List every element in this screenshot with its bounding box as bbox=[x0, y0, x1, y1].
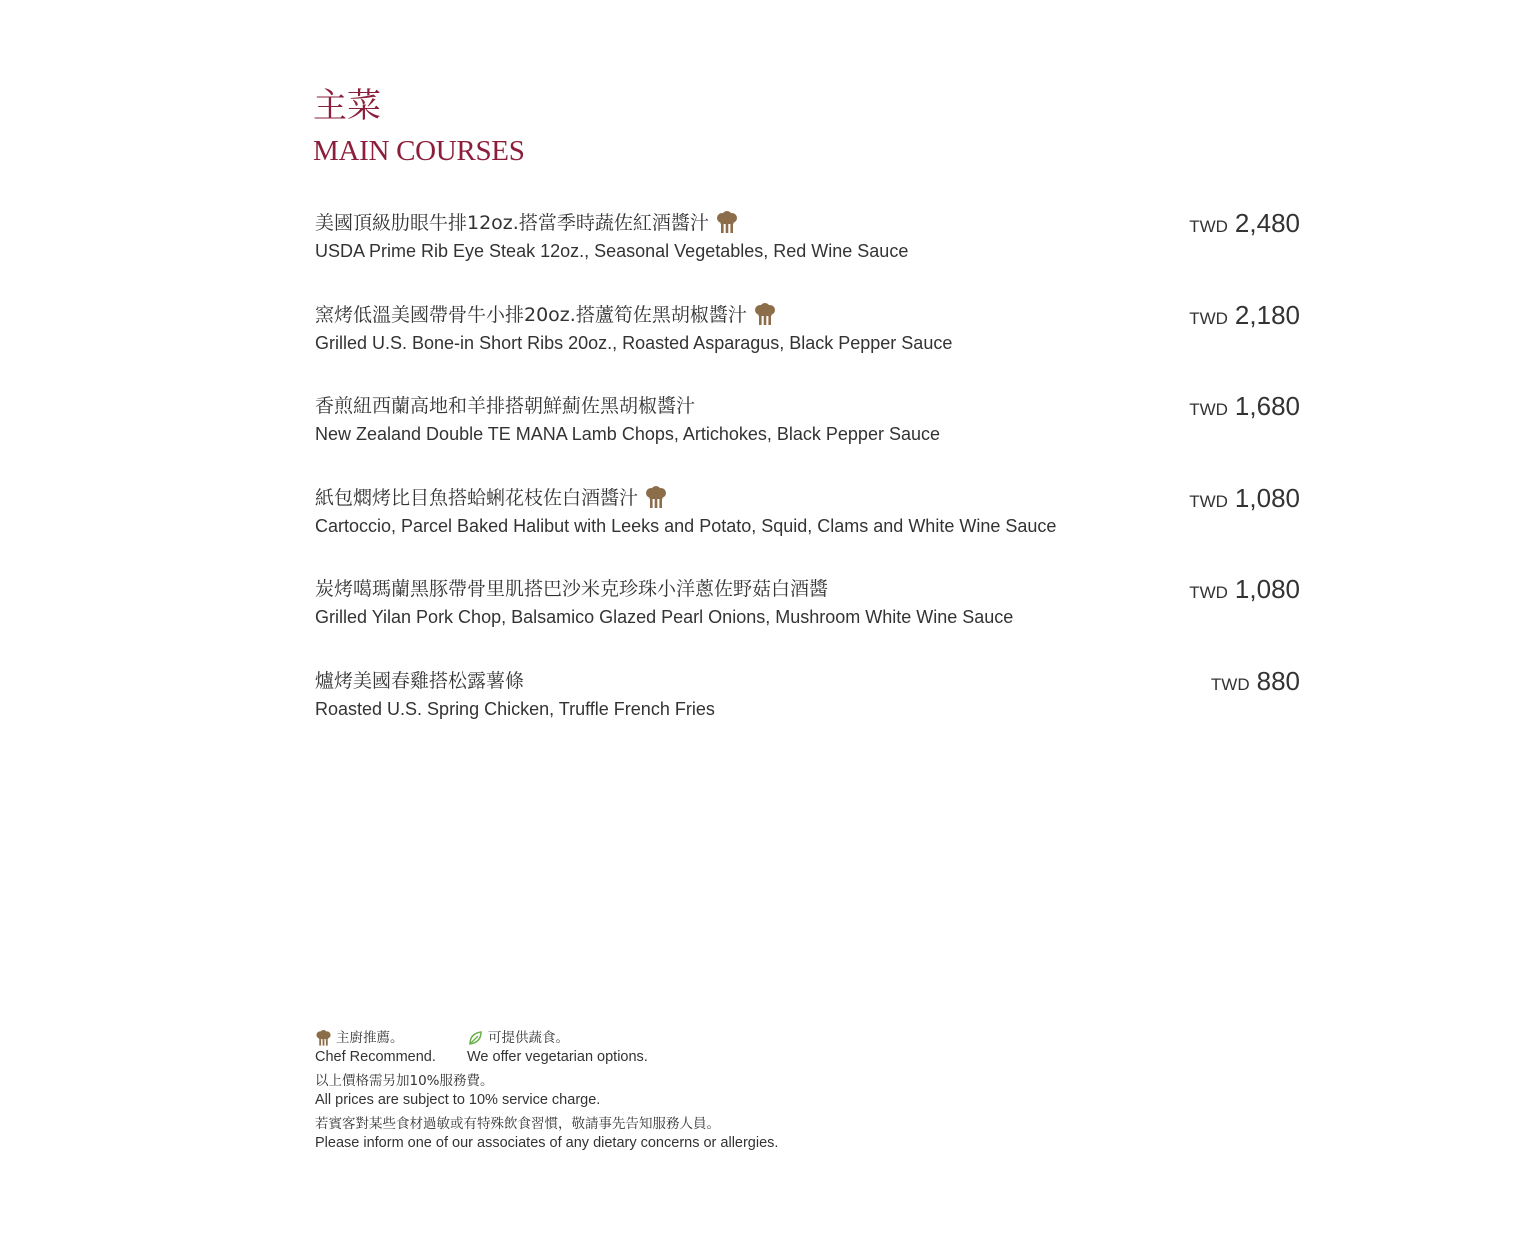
legend-veg-zh: 可提供蔬食。 bbox=[488, 1030, 569, 1046]
footer-notes bbox=[315, 1029, 778, 1153]
item-name-zh-row bbox=[315, 483, 667, 513]
service-charge-note bbox=[315, 1072, 778, 1110]
item-name-en: New Zealand Double TE MANA Lamb Chops, Artichokes, Black Pepper Sauce bbox=[315, 424, 940, 444]
menu-item bbox=[315, 206, 1300, 298]
item-price bbox=[1211, 664, 1300, 703]
price-currency: TWD bbox=[1189, 583, 1228, 602]
item-name-zh: 香煎紐西蘭高地和羊排搭朝鮮薊佐黑胡椒醬汁 bbox=[315, 395, 696, 417]
service-charge-en: All prices are subject to 10% service charge. bbox=[315, 1092, 601, 1108]
menu-item bbox=[315, 481, 1300, 573]
item-name-en: USDA Prime Rib Eye Steak 12oz., Seasonal Vegetables, Red Wine Sauce bbox=[315, 241, 909, 261]
section-title-zh: 主菜 bbox=[313, 86, 381, 126]
price-currency: TWD bbox=[1189, 217, 1228, 236]
leaf-icon bbox=[467, 1030, 484, 1047]
item-name-zh-row bbox=[315, 208, 738, 238]
item-name-zh: 美國頂級肋眼牛排12oz.搭當季時蔬佐紅酒醬汁 bbox=[315, 212, 709, 234]
section-title-en: MAIN COURSES bbox=[313, 135, 525, 167]
price-currency: TWD bbox=[1189, 308, 1228, 328]
item-name-en: Roasted U.S. Spring Chicken, Truffle French Fries bbox=[315, 698, 715, 719]
legend-chef bbox=[315, 1029, 467, 1067]
item-name-en: Cartoccio, Parcel Baked Halibut with Leeks and Potato, Squid, Clams and White Wine Sauce bbox=[315, 515, 1057, 536]
price-amount: 1,080 bbox=[1234, 574, 1300, 604]
item-name-zh: 爐烤美國春雞搭松露薯條 bbox=[315, 669, 525, 692]
service-charge-zh: 以上價格需另加10%服務費。 bbox=[315, 1073, 494, 1089]
item-price bbox=[1189, 572, 1300, 611]
allergy-zh: 若賓客對某些食材過敏或有特殊飲食習慣，敬請事先告知服務人員。 bbox=[315, 1116, 720, 1132]
item-name-zh-row bbox=[315, 574, 828, 604]
legend-veg-zh-row bbox=[467, 1029, 648, 1048]
price-amount: 1,680 bbox=[1234, 391, 1300, 421]
chef-hat-icon bbox=[716, 211, 738, 235]
price-amount: 2,480 bbox=[1234, 208, 1300, 238]
item-name-en: Grilled U.S. Bone-in Short Ribs 20oz., Roasted Asparagus, Black Pepper Sauce bbox=[315, 332, 953, 353]
item-name-zh-row bbox=[315, 300, 776, 330]
legend-veg bbox=[467, 1029, 648, 1067]
price-currency: TWD bbox=[1189, 400, 1228, 419]
item-name-en: Grilled Yilan Pork Chop, Balsamico Glazed Pearl Onions, Mushroom White Wine Sauce bbox=[315, 607, 1014, 627]
chef-hat-icon bbox=[645, 486, 667, 510]
price-currency: TWD bbox=[1189, 491, 1228, 511]
item-name-zh: 紙包燜烤比目魚搭蛤蜊花枝佐白酒醬汁 bbox=[315, 486, 639, 509]
item-price bbox=[1189, 389, 1300, 428]
item-price bbox=[1189, 206, 1300, 245]
price-amount: 1,080 bbox=[1234, 482, 1300, 513]
legend bbox=[315, 1029, 778, 1067]
legend-chef-zh: 主廚推薦。 bbox=[336, 1030, 404, 1046]
allergy-en: Please inform one of our associates of any dietary concerns or allergies. bbox=[315, 1135, 779, 1151]
price-amount: 880 bbox=[1256, 665, 1300, 696]
menu-item bbox=[315, 664, 1300, 756]
legend-veg-en: We offer vegetarian options. bbox=[467, 1049, 648, 1065]
menu-list bbox=[315, 206, 1300, 755]
legend-chef-en: Chef Recommend. bbox=[315, 1049, 436, 1065]
chef-hat-icon bbox=[754, 303, 776, 327]
item-name-zh-row bbox=[315, 666, 524, 696]
price-amount: 2,180 bbox=[1234, 299, 1300, 330]
menu-item bbox=[315, 389, 1300, 481]
chef-hat-icon bbox=[315, 1030, 332, 1047]
item-name-zh: 窯烤低溫美國帶骨牛小排20oz.搭蘆筍佐黑胡椒醬汁 bbox=[315, 303, 747, 326]
price-currency: TWD bbox=[1210, 674, 1250, 694]
menu-item bbox=[315, 572, 1300, 664]
item-price bbox=[1189, 298, 1300, 337]
allergy-note bbox=[315, 1115, 778, 1153]
legend-chef-zh-row bbox=[315, 1029, 467, 1048]
menu-item bbox=[315, 298, 1300, 390]
item-name-zh: 炭烤噶瑪蘭黑豚帶骨里肌搭巴沙米克珍珠小洋蔥佐野菇白酒醬 bbox=[315, 578, 829, 600]
item-price bbox=[1189, 481, 1300, 520]
item-name-zh-row bbox=[315, 391, 695, 421]
